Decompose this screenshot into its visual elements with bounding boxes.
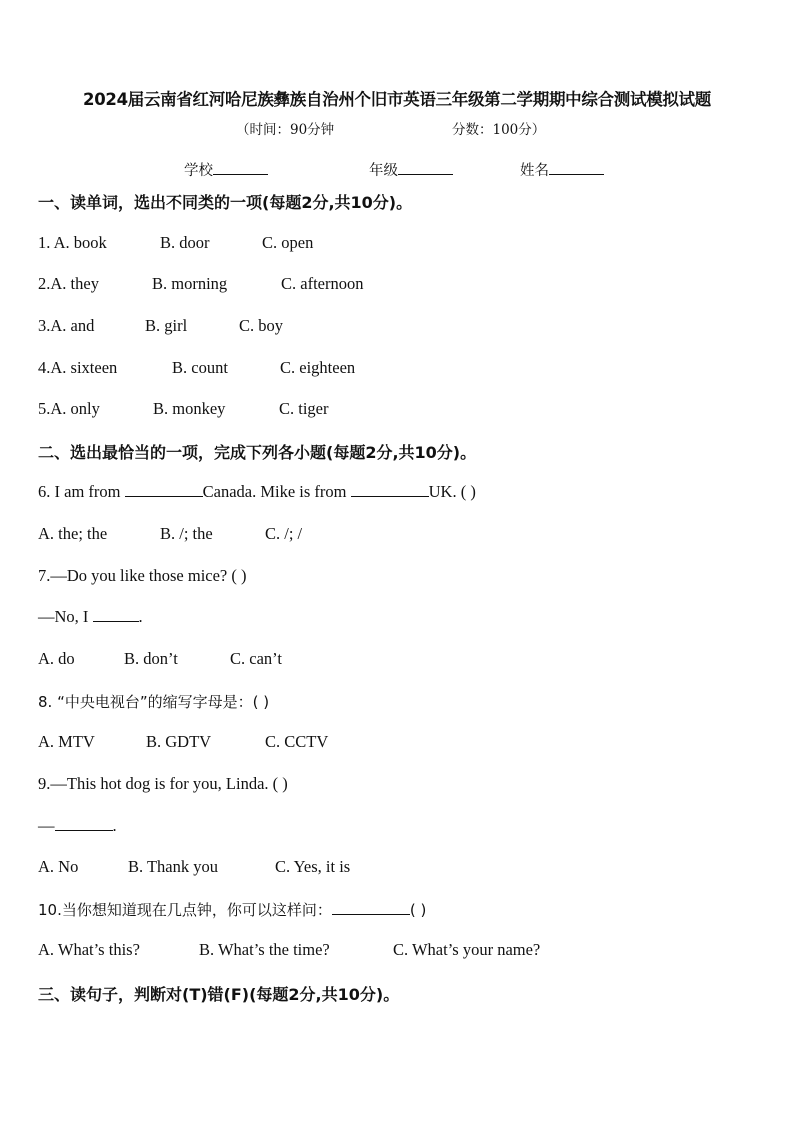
question-6-part-b: Canada. Mike is from bbox=[202, 482, 351, 501]
question-2-a: 2.A. they bbox=[38, 274, 99, 293]
question-5-c: C. tiger bbox=[279, 399, 329, 418]
question-10-text: 10.当你想知道现在几点钟，你可以这样问： bbox=[38, 901, 332, 919]
name-label: 姓名 bbox=[520, 163, 549, 179]
question-7-response-b: . bbox=[138, 607, 143, 626]
question-6-part-c: UK. ( ) bbox=[428, 482, 476, 501]
question-9-option-a: A. No bbox=[38, 857, 79, 876]
question-8-option-b: B. GDTV bbox=[146, 732, 212, 751]
school-label: 学校 bbox=[184, 163, 213, 179]
question-7-response bbox=[38, 607, 143, 627]
question-9-response-b: . bbox=[112, 816, 117, 835]
question-3-c: C. boy bbox=[239, 316, 284, 335]
question-9-option-b: B. Thank you bbox=[128, 857, 218, 876]
question-6-option-a: A. the; the bbox=[38, 524, 108, 543]
question-2-b: B. morning bbox=[152, 274, 228, 293]
question-9: 9.—This hot dog is for you, Linda. ( ) bbox=[38, 774, 288, 793]
grade-blank bbox=[398, 160, 453, 175]
school-blank bbox=[213, 160, 268, 175]
question-4-b: B. count bbox=[172, 358, 228, 377]
section-3-heading: 三、读句子，判断对(T)错(F)(每题2分,共10分)。 bbox=[38, 985, 400, 1004]
question-6 bbox=[38, 482, 476, 502]
question-7-option-c: C. can’t bbox=[230, 649, 282, 668]
question-8: 8. “中央电视台”的缩写字母是：( ) bbox=[38, 693, 270, 711]
section-1-heading: 一、读单词，选出不同类的一项(每题2分,共10分)。 bbox=[38, 193, 413, 212]
question-9-response-a: — bbox=[38, 816, 55, 835]
question-10 bbox=[38, 899, 426, 920]
question-10-option-a: A. What’s this? bbox=[38, 940, 140, 959]
question-6-option-c: C. /; / bbox=[265, 524, 303, 543]
answer-blank bbox=[125, 482, 203, 497]
answer-blank bbox=[332, 900, 410, 915]
question-5-b: B. monkey bbox=[153, 399, 226, 418]
question-4-c: C. eighteen bbox=[280, 358, 356, 377]
question-10-option-c: C. What’s your name? bbox=[393, 940, 541, 959]
question-3-b: B. girl bbox=[145, 316, 188, 335]
question-5-a: 5.A. only bbox=[38, 399, 100, 418]
question-1-b: B. door bbox=[160, 233, 210, 252]
exam-time: （时间：90分钟 bbox=[236, 122, 335, 138]
question-7: 7.—Do you like those mice? ( ) bbox=[38, 566, 247, 585]
grade-label: 年级 bbox=[369, 163, 398, 179]
question-4-a: 4.A. sixteen bbox=[38, 358, 118, 377]
page-title: 2024届云南省红河哈尼族彝族自治州个旧市英语三年级第二学期期中综合测试模拟试题 bbox=[83, 90, 711, 109]
question-9-response bbox=[38, 816, 117, 836]
answer-blank bbox=[55, 816, 113, 831]
question-10-bracket: ( ) bbox=[409, 901, 427, 919]
name-blank bbox=[549, 160, 604, 175]
grade-field bbox=[369, 159, 453, 180]
question-7-response-a: —No, I bbox=[38, 607, 93, 626]
question-7-option-a: A. do bbox=[38, 649, 75, 668]
question-6-option-b: B. /; the bbox=[160, 524, 213, 543]
name-field bbox=[520, 159, 604, 180]
question-6-part-a: 6. I am from bbox=[38, 482, 125, 501]
section-2-heading: 二、选出最恰当的一项，完成下列各小题(每题2分,共10分)。 bbox=[38, 443, 477, 462]
question-7-option-b: B. don’t bbox=[124, 649, 178, 668]
exam-score: 分数：100分） bbox=[452, 122, 546, 138]
question-1-a: 1. A. book bbox=[38, 233, 107, 252]
answer-blank bbox=[93, 607, 139, 622]
question-8-option-c: C. CCTV bbox=[265, 732, 329, 751]
question-2-c: C. afternoon bbox=[281, 274, 364, 293]
question-8-option-a: A. MTV bbox=[38, 732, 95, 751]
question-1-c: C. open bbox=[262, 233, 314, 252]
question-3-a: 3.A. and bbox=[38, 316, 95, 335]
question-9-option-c: C. Yes, it is bbox=[275, 857, 351, 876]
question-10-option-b: B. What’s the time? bbox=[199, 940, 330, 959]
answer-blank bbox=[351, 482, 429, 497]
school-field bbox=[184, 159, 268, 180]
